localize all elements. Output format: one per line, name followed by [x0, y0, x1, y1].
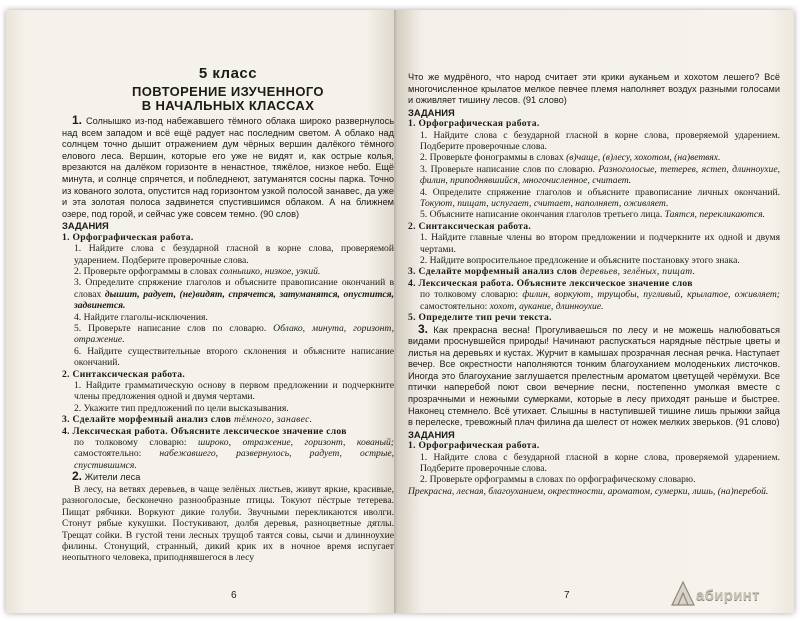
text2-number: 2.	[72, 469, 83, 484]
r-task6-title: 1. Орфографическая работа.	[408, 440, 540, 452]
labirint-watermark-logo	[666, 579, 784, 609]
r-task4-line1-words: филин, воркуют, трущобы, пугливый, крылатое, оживляет;	[522, 289, 780, 301]
task1-item3-text: 3. Определите спряжение глаголов и объясните правописание окончаний в словах	[74, 277, 394, 300]
r-task6-item1: 1. Найдите слова с безударной гласной в корне слова, проверяемой ударением. Подберите проверочные слова.	[420, 451, 780, 475]
r-task2-title: 2. Синтаксическая работа.	[408, 220, 532, 232]
task4-title: 4. Лексическая работа. Объясните лексическое значение слов	[62, 425, 347, 437]
task4-line1-text: по толковому словарю:	[74, 437, 199, 449]
task1-item5	[62, 323, 394, 346]
r-task1-item5-words: Таятся, перекликаются.	[664, 209, 765, 221]
text1-number: 1.	[72, 113, 83, 127]
task1-item6: 6. Найдите существительные второго склонения и объясните написание окончаний.	[74, 345, 394, 369]
r-task4-line2-words: хохот, аукание, длинноухие.	[489, 300, 604, 312]
r-task6-item2: 2. Проверьте орфограммы в словах по орфографическому словарю.	[420, 474, 696, 486]
task3-title-words: тёмного, занавес.	[233, 414, 313, 426]
r-task2-item2: 2. Найдите вопросительное предложение и объясните постановку этого знака.	[420, 255, 740, 267]
task4-line2-words: набежавшего, развернулось, радует, острые, спустившимся.	[74, 448, 394, 471]
r-task1-item3-words: Разноголосые, тетерев, ястеп, длинноухие, филин, приподнявшийся, многочисленное, считает.	[420, 163, 780, 187]
r-task2-item1: 1. Найдите главные члены во втором предложении и подчеркните их одной и двумя чертами.	[420, 232, 780, 255]
assignments-label-right: ЗАДАНИЯ	[408, 106, 455, 118]
r-task4-title: 4. Лексическая работа. Объясните лексическое значение слов	[408, 277, 693, 289]
labirint-logo-icon	[668, 579, 698, 609]
task1-item1: 1. Найдите слова с безударной гласной в корне слова, проверяемой ударением. Подберите проверочные слова.	[74, 243, 394, 266]
r-task1-item3	[408, 164, 780, 187]
text3-paragraph	[408, 321, 780, 429]
task1-title: 1. Орфографическая работа.	[62, 231, 194, 243]
text2-title: Жители леса	[84, 472, 141, 483]
r-task1-item4-text: 4. Определите спряжение глаголов и объясните правописание личных окончаний.	[420, 186, 780, 198]
task2-title: 2. Синтаксическая работа.	[62, 368, 186, 380]
text1-paragraph	[62, 115, 394, 220]
r-task1-item5	[408, 209, 780, 220]
task4-line2-text: самостоятельно:	[74, 448, 160, 460]
task1-item5-text: 5. Проверьте написание слов по словарю.	[74, 323, 274, 334]
r-task4-line2-text: самостоятельно:	[420, 300, 490, 312]
book-spread	[6, 10, 794, 613]
text2-heading	[62, 471, 394, 484]
task3-title	[62, 414, 394, 425]
page-number-right: 7	[564, 590, 570, 601]
task4-lines	[62, 437, 394, 471]
right-page	[398, 10, 794, 613]
r-task3-title-text: 3. Сделайте морфемный анализ слов	[408, 266, 580, 278]
r-task1-item4-words: Токуют, пищат, испугает, считает, наполняет, оживляет.	[420, 198, 669, 210]
text2-continuation: Что же мудрёного, что народ считает эти крики ауканьем и хохотом лешего? Всё многочисленное крылатое мелкое певчее племя наполняет воздух разными голосами и оживляет тишину лесов. (91 слово)	[408, 72, 780, 106]
text3-number: 3.	[418, 321, 429, 336]
task3-title-text: 3. Сделайте морфемный анализ слов	[62, 414, 234, 426]
task1-item2-text: 2. Проверьте орфограммы в словах	[74, 265, 220, 277]
task2-item2: 2. Укажите тип предложений по цели высказывания.	[74, 402, 289, 414]
task4-line1-words: широко, отражение, горизонт, кованый;	[198, 437, 394, 449]
task2-item1: 1. Найдите грамматическую основу в первом предложении и подчеркните члены предложения одной и двумя чертами.	[74, 380, 394, 403]
r-task1-item2	[408, 152, 780, 163]
right-page-column	[408, 72, 780, 497]
r-task1-item2-words: (в)чаще, (в)лесу, хохотом, (на)ветвях.	[566, 152, 721, 164]
r-task1-item1: 1. Найдите слова с безударной гласной в корне слова, проверяемой ударением. Подберите проверочные слова.	[420, 129, 780, 152]
grade-heading: 5 класс	[198, 65, 258, 82]
task1-item2-words: солнышко, низкое, узкий.	[219, 265, 321, 277]
r-task6-words: Прекрасна, лесная, благоуханием, окрестности, ароматом, сумерки, лишь, (на)перебой.	[408, 485, 769, 497]
r-task1-item4	[408, 187, 780, 210]
r-task4-lines	[408, 289, 780, 312]
left-page-column	[62, 66, 394, 564]
r-task1-item5-text: 5. Объясните написание окончания глаголов третьего лица.	[420, 209, 665, 221]
section-heading-line2: В НАЧАЛЬНЫХ КЛАССАХ	[141, 98, 315, 113]
text3-body: Как прекрасна весна! Прогуливаешься по лесу и не можешь налюбоваться видами проснувшейся природы! Начинают распускаться нарядные пёстрые цветы и листья на деревьях и кустах. Журчит в камышах прозрачная лесная речка. Наступает вечер. Все окрестности наполняются тонким благоуханием молоденьких листочков. Иногда это благоухание заглушается прелестным ароматом цветущей черёмухи. Все птички наперебой поют свои вечерние песни, постепенно умолкая вместе с прозрачными и нежными сумерками, которые в лесу приходят раньше и быстрее. Наконец стемнело. Всё утихает. Слышны в наступившей тишине лишь прыжки зайца в перелеске, тревожный плач филина да шелест от ножек мелких зверьков. (91 слово)	[408, 324, 780, 428]
left-page	[6, 10, 398, 613]
r-task1-item3-text: 3. Проверьте написание слов по словарю.	[420, 163, 599, 175]
r-task1-item2-text: 2. Проверьте фонограммы в словах	[420, 152, 567, 164]
assignments-label-right-2: ЗАДАНИЯ	[408, 428, 455, 440]
section-heading-line1: ПОВТОРЕНИЕ ИЗУЧЕННОГО	[132, 84, 324, 99]
text1-body: Солнышко из-под набежавшего тёмного облака широко развернулось над всем западом и всё ещё радует нас последним светом. А облако над солнцем точно дышит отражением дум чёрных вершин далёкого тёмного елового леса. Вершин, которые его уже не видят и, как острые колья, врезаются на далёком горизонте в ненастное, тяжёлое, низкое небо. Ещё минута, и солнце спрячется, и побледнеют, затуманятся сосны парка. Точно из кованого золота, опустится над горизонтом узкой полосой занавес, да уже и эта золотая полоса задвинется спустившимся облаком. А на ближнем озере, под горой, и сейчас уже совсем темно. (90 слов)	[62, 116, 394, 219]
task1-item3	[62, 277, 394, 311]
r-task3-title-words: деревьев, зелёных, пищат.	[579, 266, 696, 278]
r-task3-title	[408, 266, 780, 277]
r-task4-line1-text: по толковому словарю:	[420, 289, 523, 301]
task1-item2	[62, 266, 394, 277]
assignments-label: ЗАДАНИЯ	[62, 220, 109, 232]
r-task1-title: 1. Орфографическая работа.	[408, 118, 540, 130]
r-task5-title: 5. Определите тип речи текста.	[408, 312, 552, 324]
task1-item3-words: дышит, радует, (не)видят, спрячется, затуманятся, опустится, задвинется.	[74, 288, 394, 312]
labirint-logo-text: абиринт	[696, 587, 760, 604]
task1-item4: 4. Найдите глаголы-исключения.	[74, 311, 208, 323]
text2-body: В лесу, на ветвях деревьев, в чаще зелёных листьев, живут яркие, красивые, разноголосые, бесконечно разнообразные птицы. Токуют пёстрые тетерева. Пищат рябчики. Воркуют дикие голуби. Звучными перекликаются иволги. Стонут рябые кукушки. Постукивают, долбя деревья, разноцветные дятлы. Трещат сойки. В густой тени лесных трущоб таятся совы, сычи и длинноухие филины. Стонущий, странный, дикий крик их в ночное время испугает неопытного человека, приподнявшегося в лесу	[62, 483, 394, 564]
task1-item5-words: Облако, минута, горизонт, отражение.	[74, 323, 394, 346]
page-number-left: 6	[231, 590, 237, 601]
